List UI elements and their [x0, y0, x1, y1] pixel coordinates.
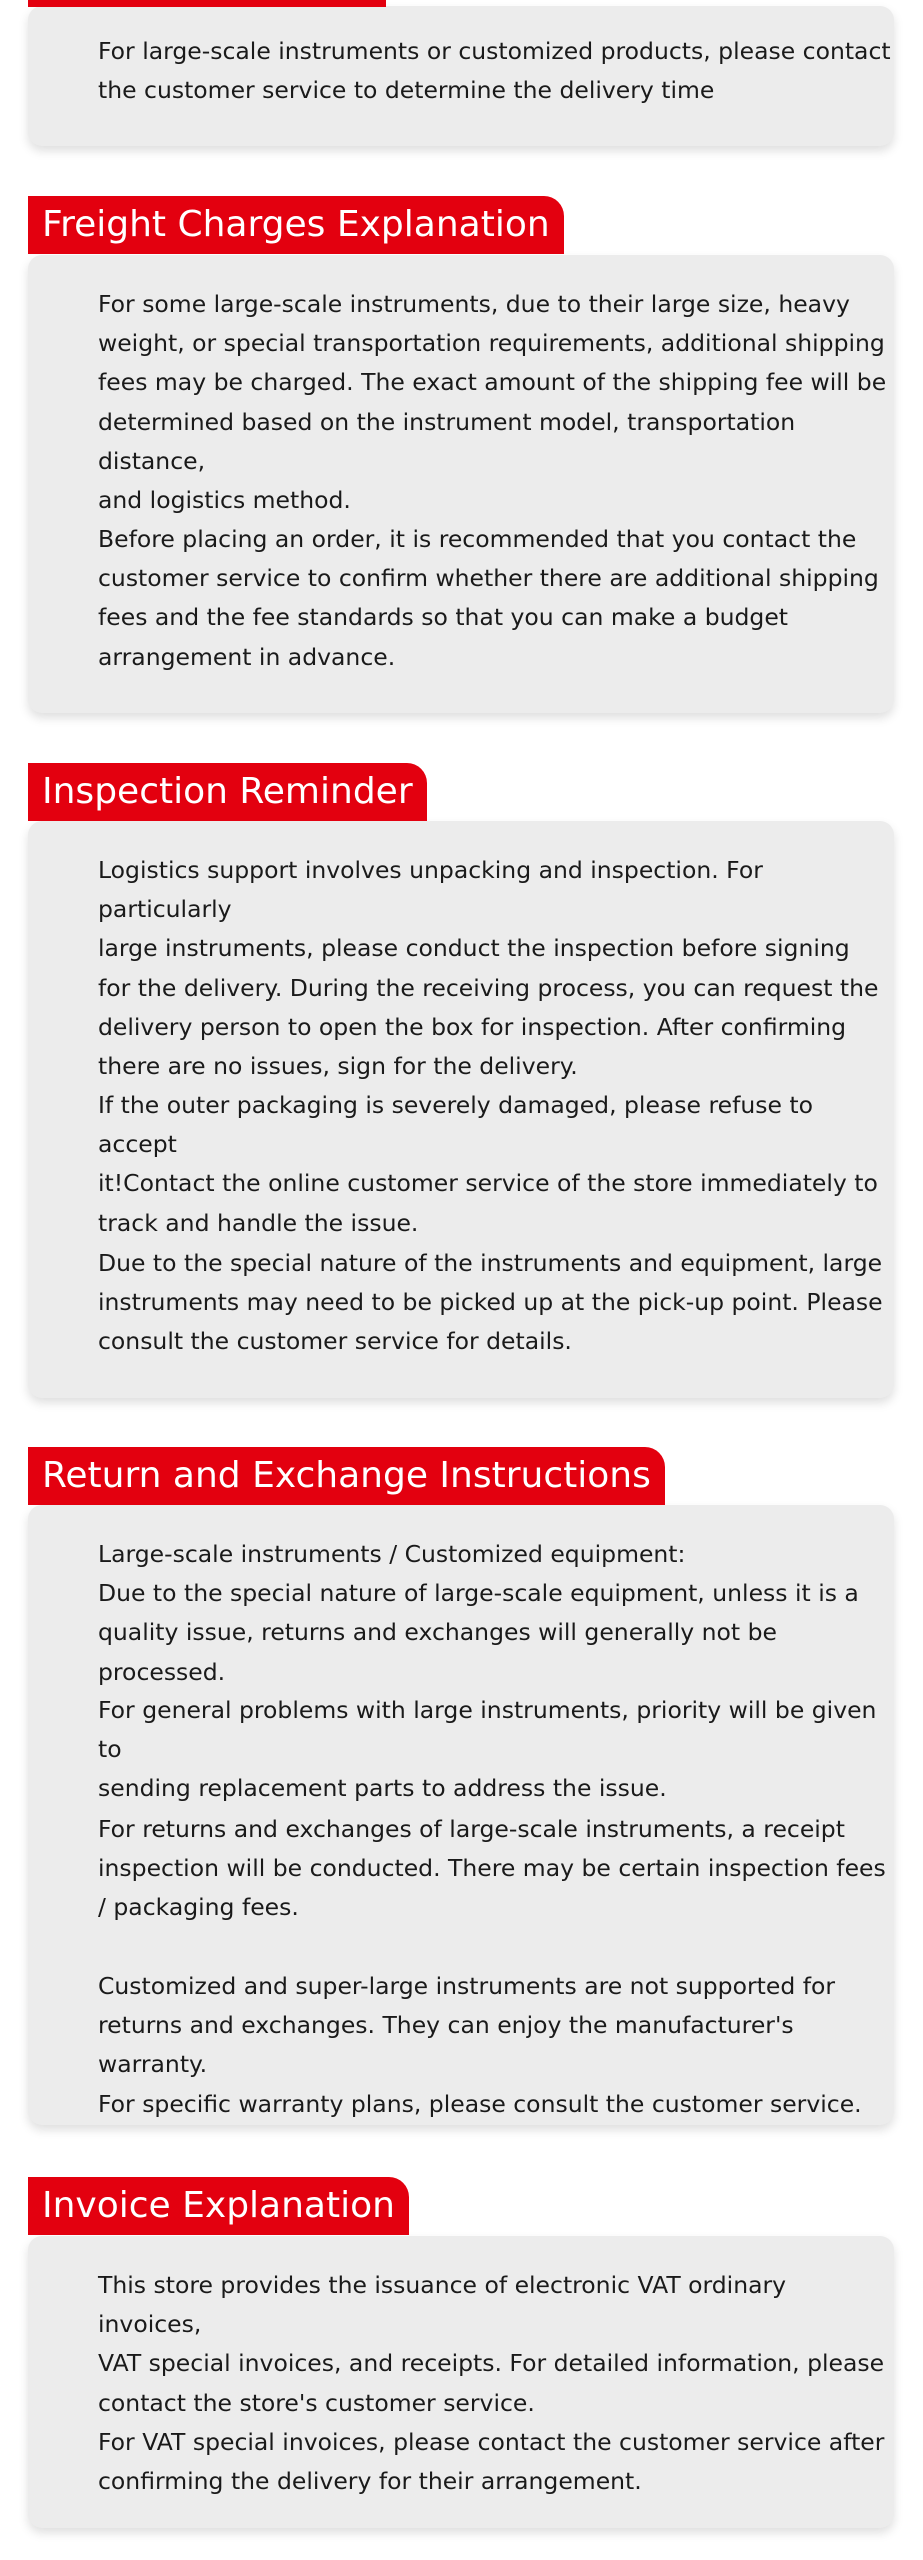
return-exchange-title: Return and Exchange Instructions: [28, 1447, 665, 1505]
freight-charges-card: [28, 255, 894, 713]
inspection-reminder-title: Inspection Reminder: [28, 763, 427, 821]
return-exchange-paragraph-4: Customized and super-large instruments are not supported for returns and exchanges. They can enjoy the manufacturer's warranty. For specific warranty plans, please consult the customer service.: [98, 1972, 862, 2118]
inspection-reminder-paragraph-1: Logistics support involves unpacking and inspection. For particularly large instruments, please conduct the inspection before signing for the delivery. During the receiving process, you can request the delivery person to open the box for inspection. After confirming there are no issues, sign for the delivery.: [98, 856, 879, 1081]
inspection-reminder-card: [28, 821, 894, 1398]
invoice-explanation-title: Invoice Explanation: [28, 2177, 409, 2235]
freight-charges-paragraph-2: Before placing an order, it is recommended that you contact the customer service to confirm whether there are additional shipping fees and the fee standards so that you can make a budget arrangement in advance.: [98, 525, 879, 671]
delivery-note-text: For large-scale instruments or customized products, please contact the customer service to determine the delivery time: [98, 37, 891, 105]
section-header-strip: [28, 0, 386, 7]
freight-charges-title: Freight Charges Explanation: [28, 196, 564, 254]
return-exchange-paragraph-1: Large-scale instruments / Customized equipment: Due to the special nature of large-scale equipment, unless it is a quality issue, returns and exchanges will generally not be processed.: [98, 1540, 859, 1686]
invoice-explanation-paragraph-2: For VAT special invoices, please contact the customer service after confirming the delivery for their arrangement.: [98, 2428, 885, 2496]
invoice-explanation-paragraph-1: This store provides the issuance of electronic VAT ordinary invoices, VAT special invoices, and receipts. For detailed information, please contact the store's customer service.: [98, 2271, 885, 2417]
return-exchange-paragraph-3: For returns and exchanges of large-scale instruments, a receipt inspection will be conducted. There may be certain inspection fees / packaging fees.: [98, 1815, 886, 1922]
inspection-reminder-paragraph-2: If the outer packaging is severely damaged, please refuse to accept it!Contact the online customer service of the store immediately to track and handle the issue.: [98, 1091, 878, 1237]
return-exchange-paragraph-2: For general problems with large instruments, priority will be given to sending replacement parts to address the issue.: [98, 1696, 877, 1803]
inspection-reminder-paragraph-3: Due to the special nature of the instruments and equipment, large instruments may need to be picked up at the pick-up point. Please consult the customer service for details.: [98, 1249, 883, 1356]
return-exchange-card: [28, 1505, 894, 2125]
freight-charges-paragraph-1: For some large-scale instruments, due to their large size, heavy weight, or special transportation requirements, additional shipping fees may be charged. The exact amount of the shipping fee will be determined based on the instrument model, transportation distance, and logistics method.: [98, 290, 887, 515]
invoice-explanation-card: [28, 2236, 894, 2528]
delivery-note-card: [28, 6, 894, 146]
